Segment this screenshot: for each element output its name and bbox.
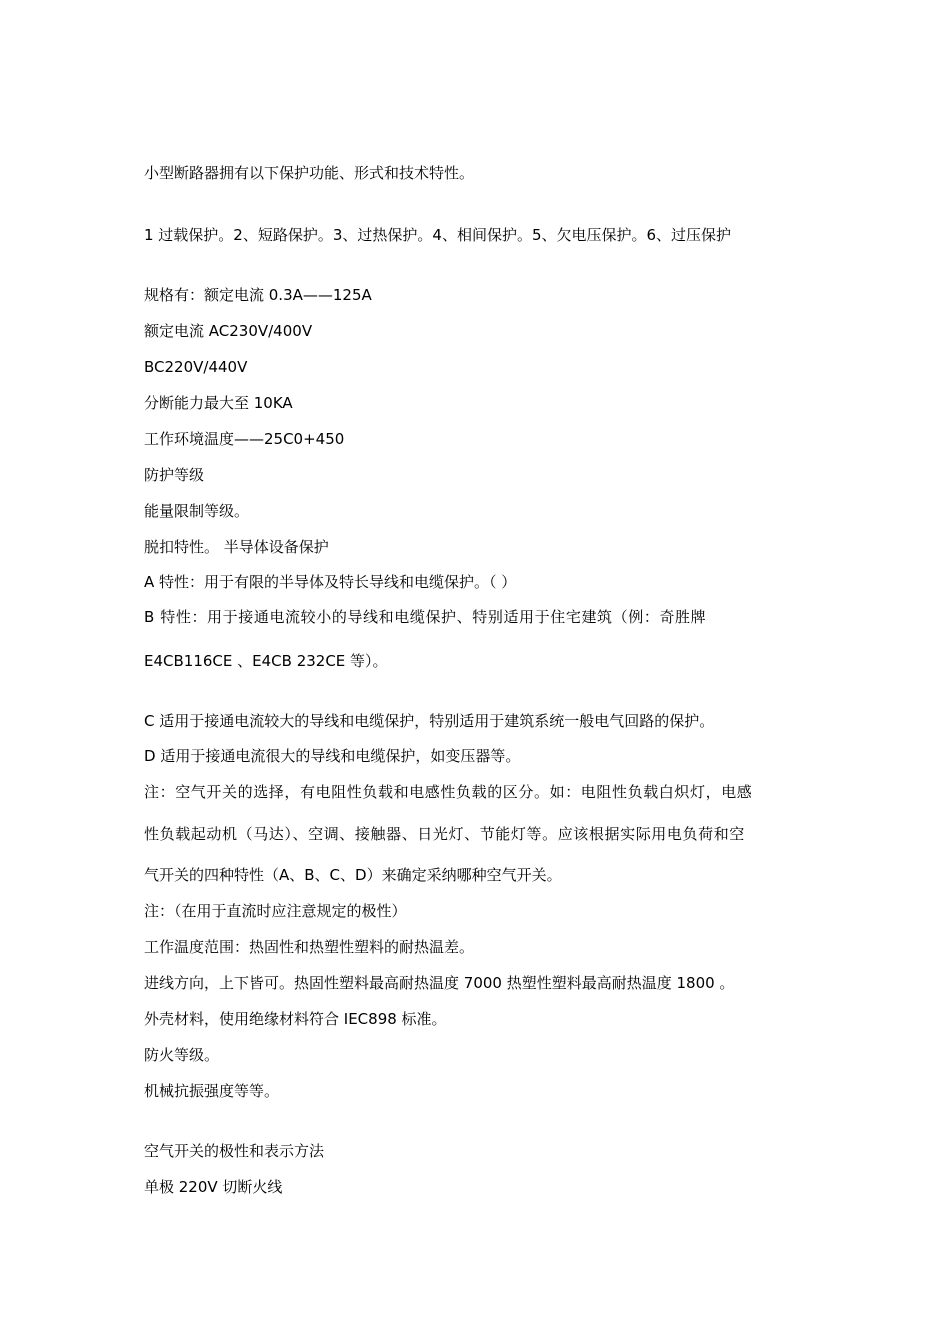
intro-line: 小型断路器拥有以下保护功能、形式和技术特性。	[144, 164, 475, 182]
rated-voltage-dc-line: BC220V/440V	[144, 358, 248, 376]
trip-characteristic-line: 脱扣特性。 半导体设备保护	[144, 538, 329, 556]
protection-functions-line: 1 过载保护。2、短路保护。3、过热保护。4、相间保护。5、欠电压保护。6、过压保护	[144, 226, 732, 244]
energy-limit-line: 能量限制等级。	[144, 502, 250, 520]
single-pole-line: 单极 220V 切断火线	[144, 1178, 283, 1196]
rated-voltage-ac-line: 额定电流 AC230V/400V	[144, 322, 313, 340]
b-characteristic-example-line: E4CB116CE 、E4CB 232CE 等）。	[144, 652, 388, 670]
note-selection-line-3: 气开关的四种特性（A、B、C、D）来确定采纳哪种空气开关。	[144, 866, 562, 884]
ambient-temperature-line: 工作环境温度——25C0+450	[144, 430, 345, 448]
spec-current-line: 规格有：额定电流 0.3A——125A	[144, 286, 372, 304]
wiring-direction-line: 进线方向，上下皆可。热固性塑料最高耐热温度 7000 热塑性塑料最高耐热温度 1800 。	[144, 974, 735, 992]
a-characteristic-line: A 特性：用于有限的半导体及特长导线和电缆保护。（ ）	[144, 573, 517, 591]
vibration-strength-line: 机械抗振强度等等。	[144, 1082, 280, 1100]
note-selection-line-2: 性负载起动机（马达）、空调、接触器、日光灯、节能灯等。应该根据实际用电负荷和空	[144, 825, 745, 843]
d-characteristic-line: D 适用于接通电流很大的导线和电缆保护，如变压器等。	[144, 747, 521, 765]
c-characteristic-line: C 适用于接通电流较大的导线和电缆保护，特别适用于建筑系统一般电气回路的保护。	[144, 712, 715, 730]
note-polarity-line: 注：（在用于直流时应注意规定的极性）	[144, 902, 407, 920]
b-characteristic-line: B 特性：用于接通电流较小的导线和电缆保护、特别适用于住宅建筑（例：奇胜牌	[144, 608, 707, 626]
housing-material-line: 外壳材料，使用绝缘材料符合 IEC898 标准。	[144, 1010, 447, 1028]
polarity-heading-line: 空气开关的极性和表示方法	[144, 1142, 325, 1160]
note-selection-line-1: 注：空气开关的选择，有电阻性负载和电感性负载的区分。如：电阻性负载白炽灯，电感	[144, 783, 753, 801]
protection-class-line: 防护等级	[144, 466, 205, 484]
fire-rating-line: 防火等级。	[144, 1046, 220, 1064]
working-temperature-range-line: 工作温度范围：热固性和热塑性塑料的耐热温差。	[144, 938, 475, 956]
breaking-capacity-line: 分断能力最大至 10KA	[144, 394, 293, 412]
